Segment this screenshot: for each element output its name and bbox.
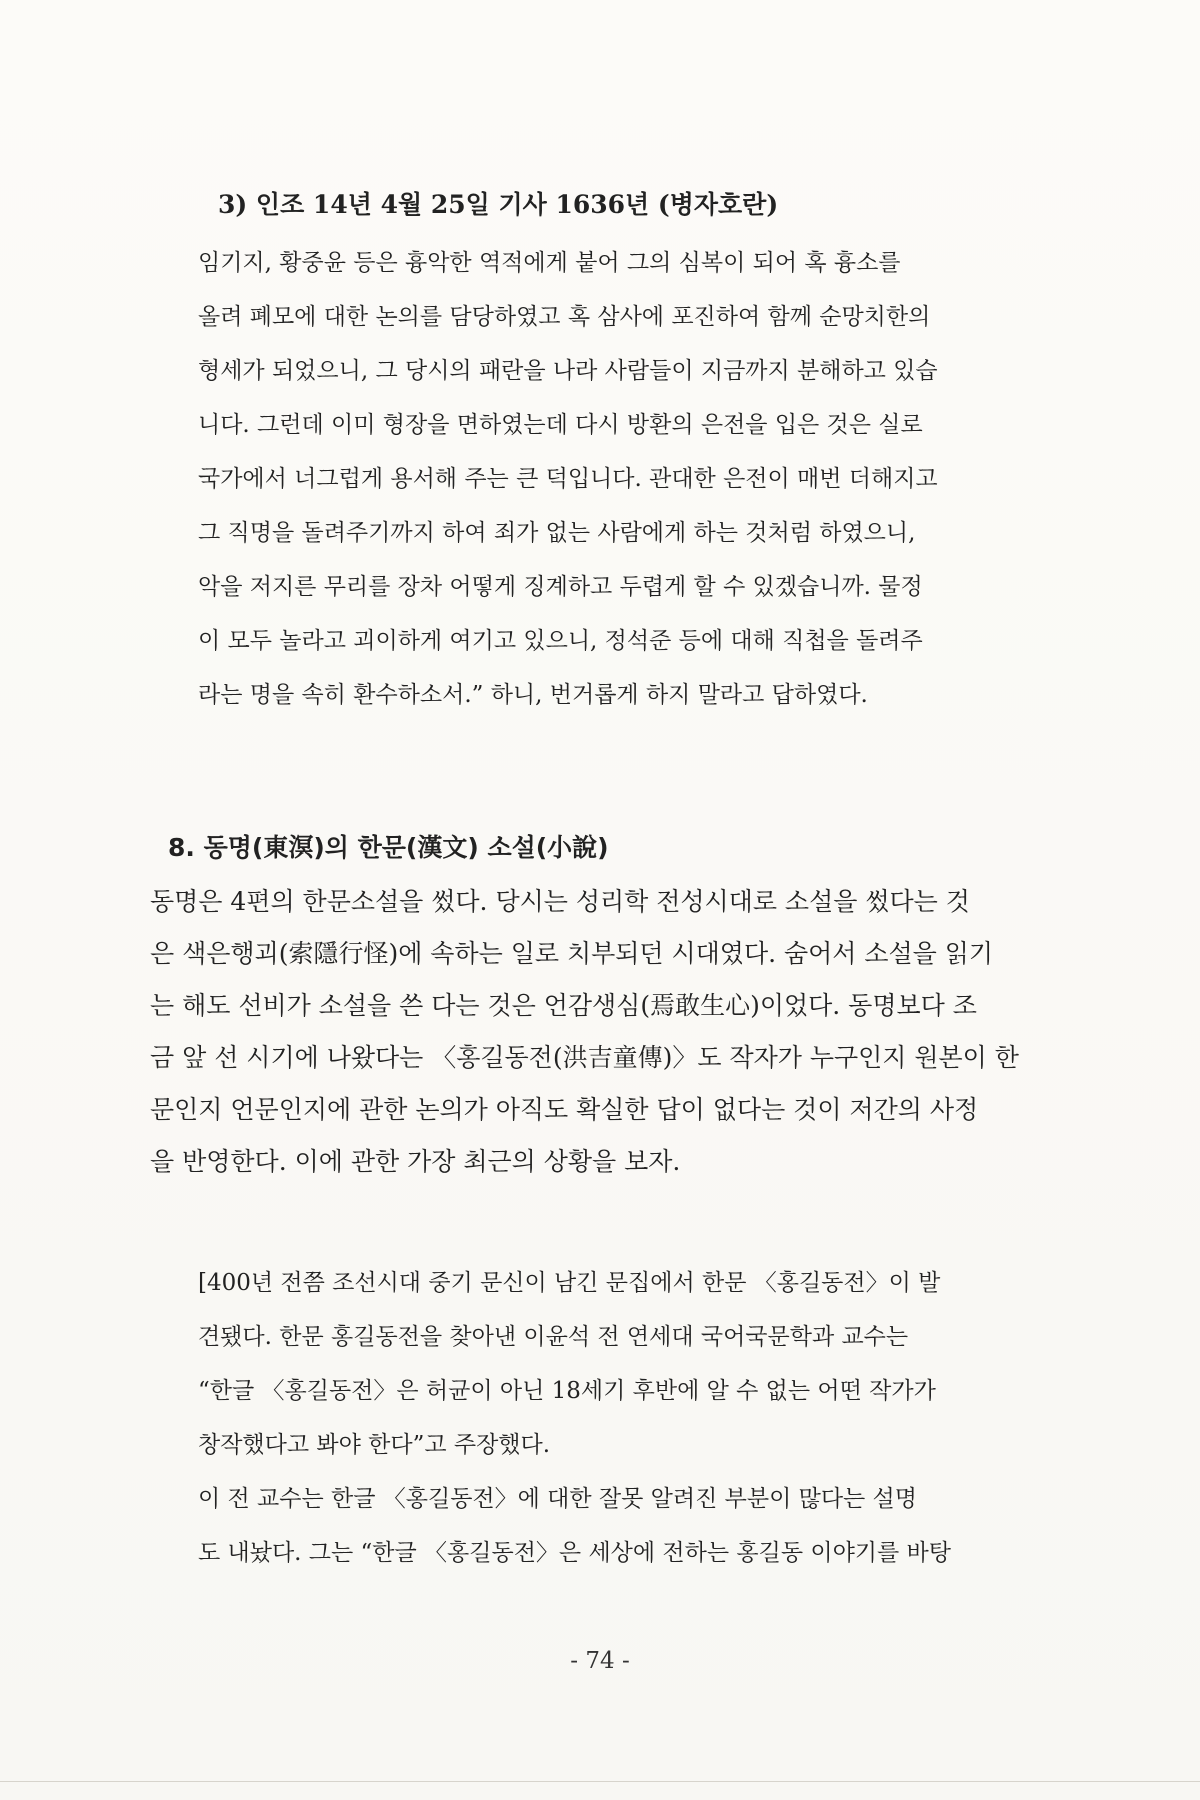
body-line: 임기지, 황중윤 등은 흉악한 역적에게 붙어 그의 심복이 되어 혹 흉소를: [198, 250, 901, 276]
body-line: 악을 저지른 무리를 장차 어떻게 징계하고 두렵게 할 수 있겠습니까. 물정: [198, 574, 923, 600]
body-line: 동명은 4편의 한문소설을 썼다. 당시는 성리학 전성시대로 소설을 썼다는 것: [150, 887, 970, 916]
quote-line: 창작했다고 봐야 한다”고 주장했다.: [198, 1432, 551, 1458]
body-line: 이 모두 놀라고 괴이하게 여기고 있으니, 정석준 등에 대해 직첩을 돌려주: [198, 628, 923, 654]
section-body: [150, 876, 1060, 1188]
section-heading: 3) 인조 14년 4월 25일 기사 1636년 (병자호란): [218, 190, 779, 219]
quote-line: 견됐다. 한문 홍길동전을 찾아낸 이윤석 전 연세대 국어국문학과 교수는: [198, 1324, 909, 1350]
quoted-news-excerpt: [198, 1256, 1006, 1580]
body-line: 그 직명을 돌려주기까지 하여 죄가 없는 사람에게 하는 것처럼 하였으니,: [198, 520, 916, 546]
page-number: - 74 -: [570, 1648, 630, 1674]
body-line: 문인지 언문인지에 관한 논의가 아직도 확실한 답이 없다는 것이 저간의 사정: [150, 1095, 979, 1124]
quote-line: 이 전 교수는 한글 〈홍길동전〉에 대한 잘못 알려진 부분이 많다는 설명: [198, 1486, 917, 1512]
record-excerpt-section: [198, 186, 1006, 722]
body-line: 을 반영한다. 이에 관한 가장 최근의 상황을 보자.: [150, 1147, 681, 1176]
body-line: 형세가 되었으니, 그 당시의 패란을 나라 사람들이 지금까지 분해하고 있습: [198, 358, 938, 384]
quote-body: [198, 1256, 1006, 1580]
body-line: 라는 명을 속히 환수하소서.” 하니, 번거롭게 하지 말라고 답하였다.: [198, 682, 868, 708]
quote-line: [400년 전쯤 조선시대 중기 문신이 남긴 문집에서 한문 〈홍길동전〉이 발: [198, 1270, 941, 1296]
page-bottom-edge: [0, 1781, 1200, 1782]
quote-line: “한글 〈홍길동전〉은 허균이 아닌 18세기 후반에 알 수 없는 어떤 작가가: [198, 1378, 936, 1404]
novel-section: [150, 828, 1060, 1188]
body-line: 니다. 그런데 이미 형장을 면하였는데 다시 방환의 은전을 입은 것은 실로: [198, 412, 923, 438]
body-line: 올려 폐모에 대한 논의를 담당하였고 혹 삼사에 포진하여 함께 순망치한의: [198, 304, 931, 330]
body-line: 는 해도 선비가 소설을 쓴 다는 것은 언감생심(焉敢生心)이었다. 동명보다 조: [150, 991, 977, 1020]
body-line: 은 색은행괴(索隱行怪)에 속하는 일로 치부되던 시대였다. 숨어서 소설을 읽기: [150, 939, 994, 968]
section-body: [198, 236, 1006, 722]
body-line: 국가에서 너그럽게 용서해 주는 큰 덕입니다. 관대한 은전이 매번 더해지고: [198, 466, 938, 492]
body-line: 금 앞 선 시기에 나왔다는 〈홍길동전(洪吉童傳)〉도 작자가 누구인지 원본이 한: [150, 1043, 1019, 1072]
quote-line: 도 내놨다. 그는 “한글 〈홍길동전〉은 세상에 전하는 홍길동 이야기를 바탕: [198, 1540, 951, 1566]
section-heading: 8. 동명(東溟)의 한문(漢文) 소설(小說): [168, 833, 609, 862]
